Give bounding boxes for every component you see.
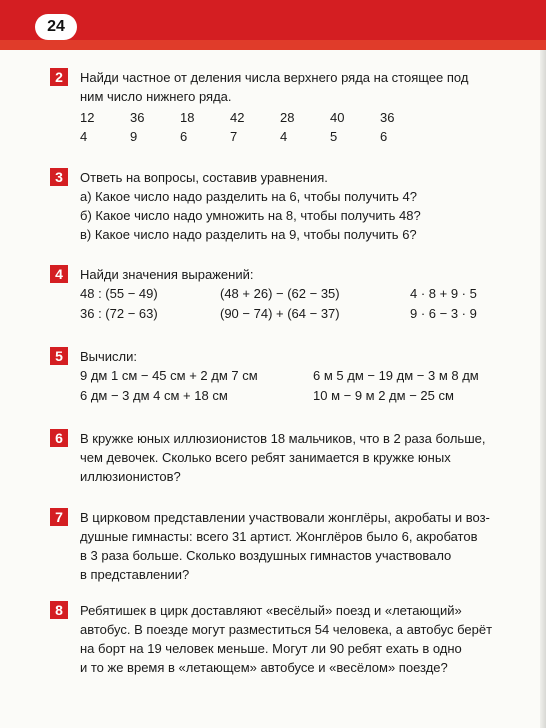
task-text-line: на борт на 19 человек меньше. Могут ли 90 ребят ехать в одно	[80, 641, 462, 656]
number-cell: 28	[280, 110, 295, 125]
task-text-line: Ребятишек в цирк доставляют «весёлый» поезд и «летающий»	[80, 603, 462, 618]
task-number-badge: 7	[50, 508, 68, 526]
task-text-line: в 3 раза больше. Сколько воздушных гимнастов участвовало	[80, 548, 452, 563]
task-text-line: В цирковом представлении участвовали жонглёры, акробаты и воз-	[80, 510, 490, 525]
task-text-line: и то же время в «летающем» автобусе и «весёлом» поезде?	[80, 660, 448, 675]
task-intro: Ответь на вопросы, составив уравнения.	[80, 170, 328, 185]
number-cell: 4	[280, 129, 288, 144]
bottom-number-row	[80, 127, 546, 146]
expression: 6 дм − 3 дм 4 см + 18 см	[80, 388, 228, 403]
expression: 36 : (72 − 63)	[80, 306, 158, 321]
number-cell: 36	[380, 110, 395, 125]
task-intro: Вычисли:	[80, 349, 138, 364]
task-number-badge: 3	[50, 168, 68, 186]
number-cell: 42	[230, 110, 245, 125]
task-text-line: душные гимнасты: всего 31 артист. Жонглёров было 6, акробатов	[80, 529, 478, 544]
task-number-badge: 5	[50, 347, 68, 365]
expression: 9 · 6 − 3 · 9	[410, 306, 477, 321]
number-cell: 7	[230, 129, 238, 144]
number-cell: 6	[180, 129, 188, 144]
task-text-line: ним число нижнего ряда.	[80, 89, 232, 104]
expression: 6 м 5 дм − 19 дм − 3 м 8 дм	[313, 368, 479, 383]
number-cell: 5	[330, 129, 338, 144]
task-text-line: иллюзионистов?	[80, 469, 181, 484]
number-cell: 4	[80, 129, 88, 144]
number-cell: 36	[130, 110, 145, 125]
task-number-badge: 8	[50, 601, 68, 619]
task-text-line: В кружке юных иллюзионистов 18 мальчиков, что в 2 раза больше,	[80, 431, 486, 446]
expression: (48 + 26) − (62 − 35)	[220, 286, 340, 301]
task-item: в) Какое число надо разделить на 9, чтобы получить 6?	[80, 227, 417, 242]
expression: 48 : (55 − 49)	[80, 286, 158, 301]
task-text-line: чем девочек. Сколько всего ребят занимается в кружке юных	[80, 450, 451, 465]
task-item: а) Какое число надо разделить на 6, чтобы получить 4?	[80, 189, 417, 204]
task-item: б) Какое число надо умножить на 8, чтобы получить 48?	[80, 208, 421, 223]
number-cell: 12	[80, 110, 95, 125]
expression: 10 м − 9 м 2 дм − 25 см	[313, 388, 454, 403]
task-text-line: Найди частное от деления числа верхнего ряда на стоящее под	[80, 70, 469, 85]
task-number-badge: 4	[50, 265, 68, 283]
expression: (90 − 74) + (64 − 37)	[220, 306, 340, 321]
number-cell: 40	[330, 110, 345, 125]
header-band-stripe	[0, 40, 546, 50]
task-intro: Найди значения выражений:	[80, 267, 254, 282]
task-number-badge: 2	[50, 68, 68, 86]
expression: 4 · 8 + 9 · 5	[410, 286, 477, 301]
task-text-line: автобус. В поезде могут разместиться 54 человека, а автобус берёт	[80, 622, 493, 637]
page-number: 24	[35, 14, 77, 40]
number-cell: 9	[130, 129, 138, 144]
task-number-badge: 6	[50, 429, 68, 447]
expression: 9 дм 1 см − 45 см + 2 дм 7 см	[80, 368, 258, 383]
number-cell: 6	[380, 129, 388, 144]
number-cell: 18	[180, 110, 195, 125]
task-text-line: в представлении?	[80, 567, 190, 582]
top-number-row	[80, 108, 546, 127]
